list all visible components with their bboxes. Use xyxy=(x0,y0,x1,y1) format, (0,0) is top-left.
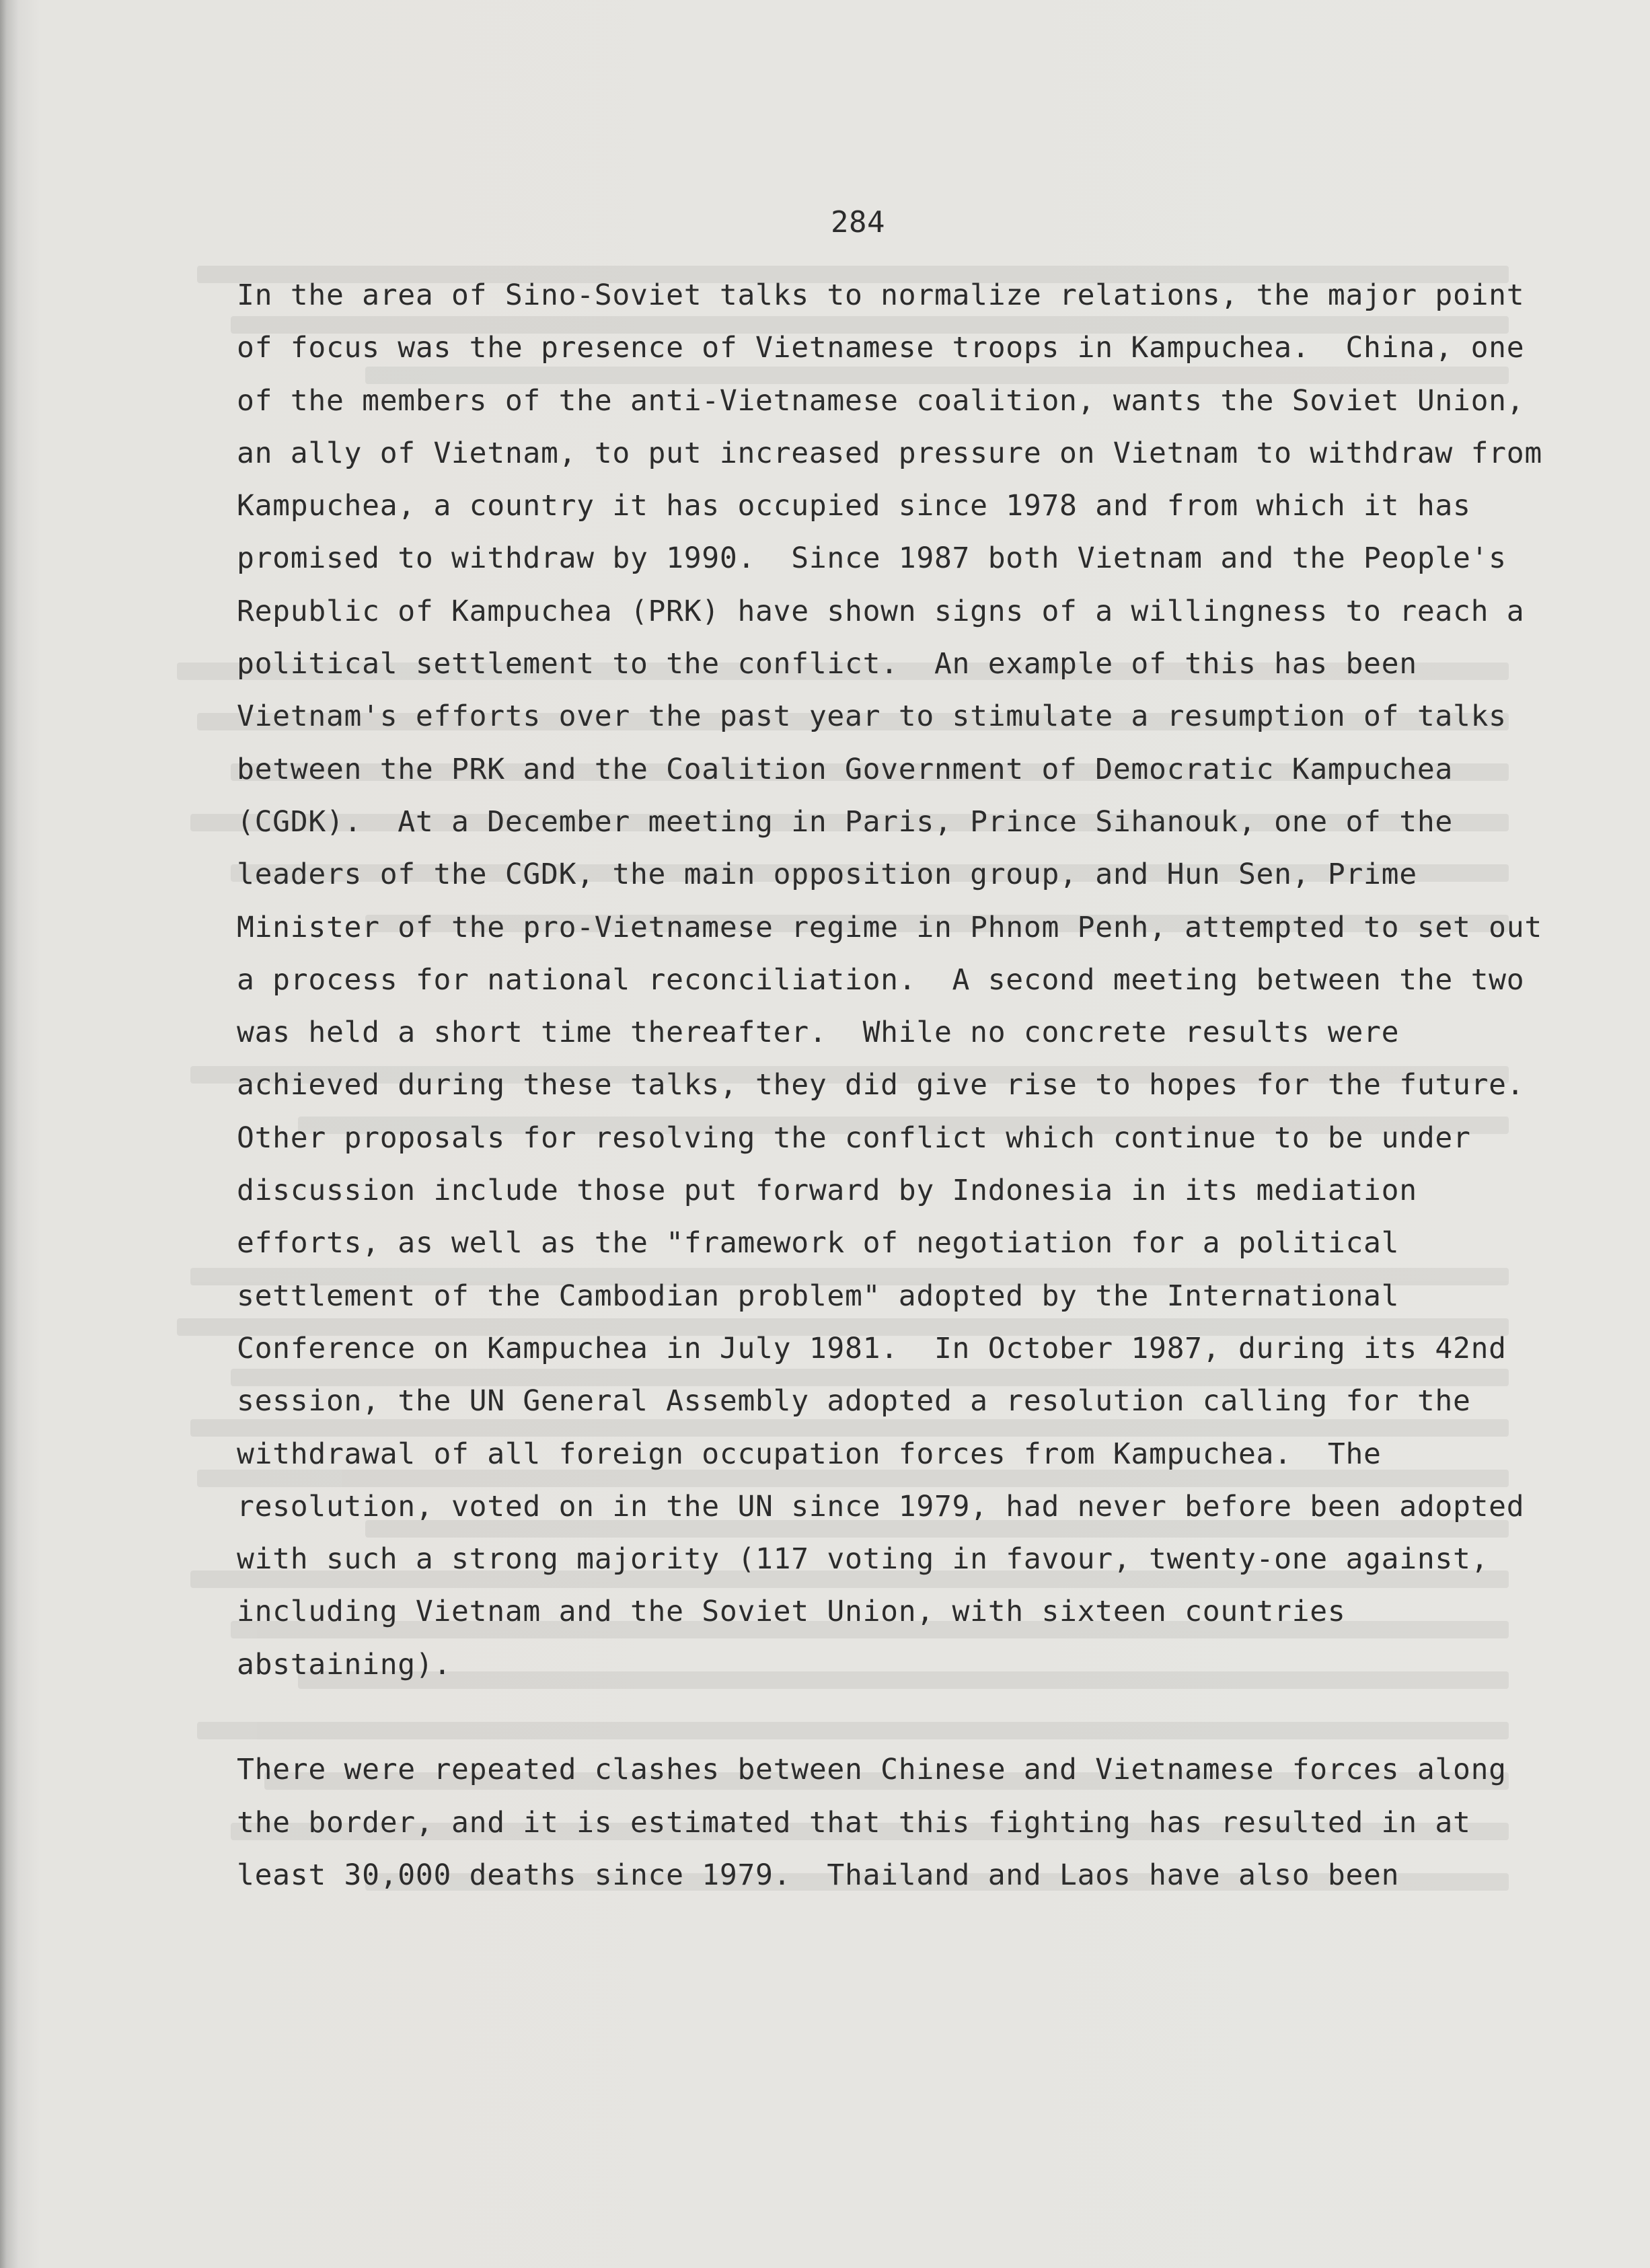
text-line: was held a short time thereafter. While no concrete results were xyxy=(237,1016,1400,1050)
text-line: the border, and it is estimated that this fighting has resulted in at xyxy=(237,1805,1471,1840)
paragraph xyxy=(237,269,1542,1691)
text-line: an ally of Vietnam, to put increased pressure on Vietnam to withdraw from xyxy=(237,436,1542,470)
text-line: between the PRK and the Coalition Government of Democratic Kampuchea xyxy=(237,752,1453,786)
text-line: Vietnam's efforts over the past year to stimulate a resumption of talks xyxy=(237,700,1507,734)
text-line: a process for national reconciliation. A second meeting between the two xyxy=(237,962,1525,997)
page-number: 284 xyxy=(831,205,885,239)
text-line: abstaining). xyxy=(237,1647,452,1681)
text-line: Republic of Kampuchea (PRK) have shown signs of a willingness to reach a xyxy=(237,594,1525,628)
text-line: with such a strong majority (117 voting in favour, twenty-one against, xyxy=(237,1542,1489,1577)
text-line: session, the UN General Assembly adopted a resolution calling for the xyxy=(237,1384,1471,1419)
text-line: resolution, voted on in the UN since 1979, had never before been adopted xyxy=(237,1489,1525,1523)
text-line: (CGDK). At a December meeting in Paris, Prince Sihanouk, one of the xyxy=(237,804,1453,839)
paragraph xyxy=(237,1743,1528,1901)
text-line: efforts, as well as the "framework of negotiation for a political xyxy=(237,1226,1400,1260)
text-line: discussion include those put forward by Indonesia in its mediation xyxy=(237,1174,1417,1208)
text-line: Minister of the pro-Vietnamese regime in Phnom Penh, attempted to set out xyxy=(237,910,1542,944)
text-line: Conference on Kampuchea in July 1981. In October 1987, during its 42nd xyxy=(237,1331,1507,1365)
text-line: Other proposals for resolving the conflict which continue to be under xyxy=(237,1121,1471,1155)
text-line: leaders of the CGDK, the main opposition group, and Hun Sen, Prime xyxy=(237,858,1417,892)
text-line: settlement of the Cambodian problem" adopted by the International xyxy=(237,1279,1400,1313)
text-line: including Vietnam and the Soviet Union, with sixteen countries xyxy=(237,1595,1346,1629)
text-line: political settlement to the conflict. An example of this has been xyxy=(237,647,1417,681)
text-line: least 30,000 deaths since 1979. Thailand and Laos have also been xyxy=(237,1858,1400,1892)
text-line: of the members of the anti-Vietnamese coalition, wants the Soviet Union, xyxy=(237,383,1525,418)
text-line: promised to withdraw by 1990. Since 1987 both Vietnam and the People's xyxy=(237,541,1507,576)
text-line: In the area of Sino-Soviet talks to normalize relations, the major point xyxy=(237,278,1525,312)
text-line: withdrawal of all foreign occupation forces from Kampuchea. The xyxy=(237,1437,1382,1471)
text-line: of focus was the presence of Vietnamese troops in Kampuchea. China, one xyxy=(237,331,1525,365)
paragraph-spacer xyxy=(237,1691,1528,1743)
text-line: achieved during these talks, they did give rise to hopes for the future. xyxy=(237,1068,1525,1102)
body-text xyxy=(237,269,1542,1901)
text-line: Kampuchea, a country it has occupied since 1978 and from which it has xyxy=(237,489,1471,523)
text-line: There were repeated clashes between Chinese and Vietnamese forces along xyxy=(237,1753,1507,1787)
